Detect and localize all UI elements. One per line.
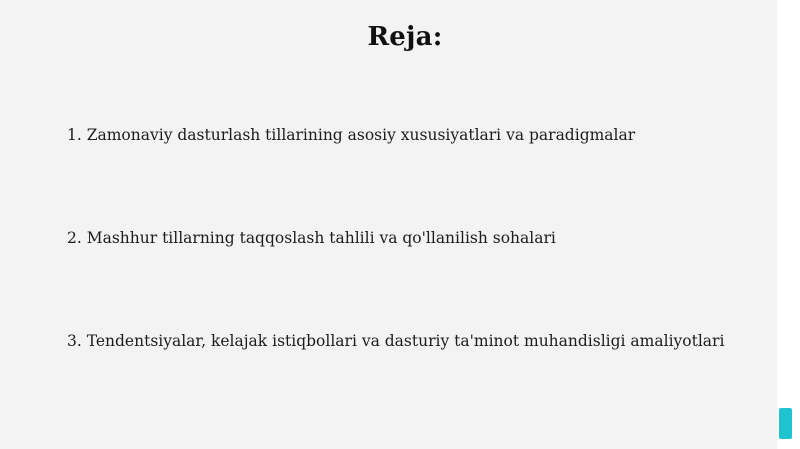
scrollbar-track[interactable] (777, 0, 800, 449)
slide-title: Reja: (367, 22, 443, 52)
scrollbar-thumb[interactable] (779, 408, 792, 439)
plan-item-1: 1. Zamonaviy dasturlash tillarining asosiy xususiyatlari va paradigmalar (67, 126, 636, 144)
plan-item-3: 3. Tendentsiyalar, kelajak istiqbollari va dasturiy ta'minot muhandisligi amaliyotlari (67, 332, 725, 350)
plan-item-2: 2. Mashhur tillarning taqqoslash tahlili va qo'llanilish sohalari (67, 229, 556, 247)
